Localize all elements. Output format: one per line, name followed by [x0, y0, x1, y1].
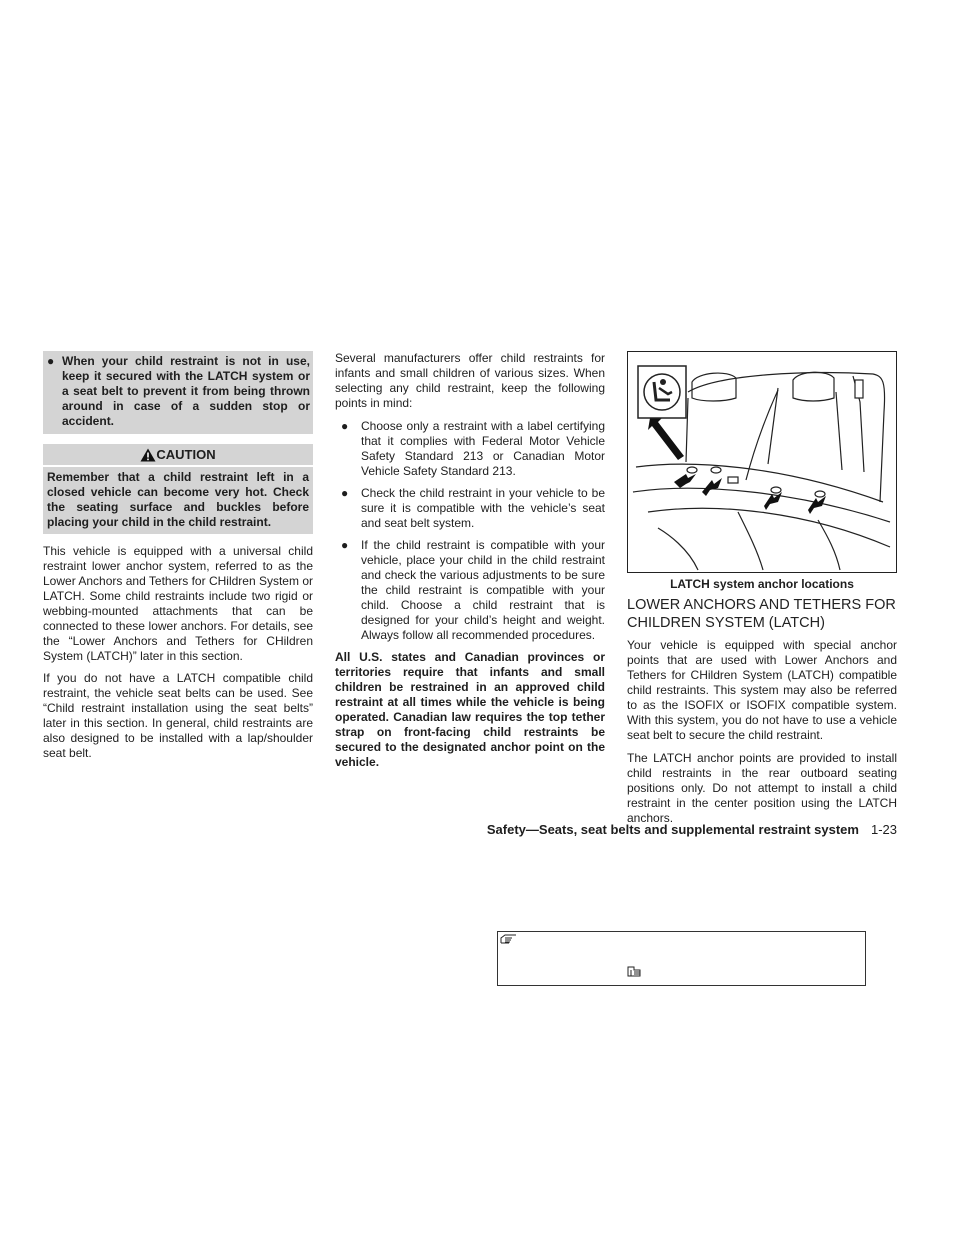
paragraph-latch-intro: This vehicle is equipped with a universal child restraint lower anchor system, referred to as the Lower Anchors and Tethers for CHildren System or LATCH. Some child restraints include two rigid or webbing-mounted attachments that can be connected to these lower anchors. For details, see the “Lower Anchors and Tethers for CHildren System (LATCH)” later in this section.: [43, 544, 313, 663]
page-number: 1-23: [870, 822, 897, 837]
list-item-text: If the child restraint is compatible with your vehicle, place your child in the child restraint and check the various adjustments to be sure the child restraint is compatible with your child. Choose a child restraint that is designed for your child’s height and weight. Always follow all recommended procedures.: [361, 538, 605, 642]
paragraph-no-latch: If you do not have a LATCH compatible child restraint, the vehicle seat belts can be used. See “Child restraint installation using the seat belts” later in this section. In general, child restraints are also designed to be installed with a lap/shoulder seat belt.: [43, 671, 313, 760]
note-bullet-text: When your child restraint is not in use, keep it secured with the LATCH system or a seat belt to prevent it from being thrown around in case of a sudden stop or accident.: [62, 354, 310, 428]
bullet-dot: ●: [341, 538, 349, 552]
bottom-reference-box: [497, 931, 866, 986]
list-item-text: Choose only a restraint with a label certifying that it complies with Federal Motor Vehicle Safety Standard 213 or Canadian Motor Vehicle Safety Standard 213.: [361, 419, 605, 478]
note-bullet-box: [43, 351, 313, 434]
latch-anchor-figure: [627, 351, 897, 573]
paragraph-latch-system: Your vehicle is equipped with special anchor points that are used with Lower Anchors and Tethers for CHildren System (LATCH) compatible child restraints. This system may also be referred to as the ISOFIX or ISOFIX compatible system. With this system, you do not have to use a vehicle seat belt to secure the child restraint.: [627, 638, 897, 742]
page-footer: [487, 822, 897, 837]
note-bullet-row: [47, 354, 310, 429]
list-item: [335, 419, 605, 479]
footer-section-title: Safety—Seats, seat belts and supplemental restraint system: [486, 822, 859, 837]
paragraph-law-requirements: All U.S. states and Canadian provinces or territories require that infants and small children be restrained in an approved child restraint at all times while the vehicle is being operated. Canadian law requires the top tether strap on front-facing child restraints be secured to the designated anchor point on the vehicle.: [335, 650, 605, 769]
pointing-hand-icon: [500, 932, 518, 946]
list-item: [335, 538, 605, 643]
pointing-hand-icon: [626, 964, 644, 978]
left-column: [43, 351, 313, 761]
warning-triangle-icon: [140, 448, 156, 462]
list-item-text: Check the child restraint in your vehicle to be sure it is compatible with the vehicle’s seat and seat belt system.: [361, 486, 605, 530]
figure-caption: LATCH system anchor locations: [670, 577, 854, 591]
bullet-dot: ●: [341, 419, 349, 433]
rear-seat-illustration: [628, 352, 896, 572]
caution-header: [43, 444, 313, 465]
right-column: [627, 351, 897, 826]
paragraph-selection-intro: Several manufacturers offer child restraints for infants and small children of various sizes. When selecting any child restraint, keep the following points in mind:: [335, 351, 605, 410]
section-title: LOWER ANCHORS AND TETHERS FOR CHILDREN SYSTEM (LATCH): [627, 597, 896, 631]
bullet-dot: ●: [341, 486, 349, 500]
paragraph-latch-positions: The LATCH anchor points are provided to install child restraints in the rear outboard seating positions only. Do not attempt to install a child restraint in the center position using the LATCH anchors.: [627, 751, 897, 825]
list-item: [335, 486, 605, 531]
middle-column: [335, 351, 605, 770]
caution-body: Remember that a child restraint left in a closed vehicle can become very hot. Check the seating surface and buckles before placing your child in the child restraint.: [43, 467, 313, 534]
selection-bullet-list: [335, 419, 605, 643]
bullet-dot: ●: [47, 354, 55, 368]
caution-heading: CAUTION: [156, 447, 216, 462]
